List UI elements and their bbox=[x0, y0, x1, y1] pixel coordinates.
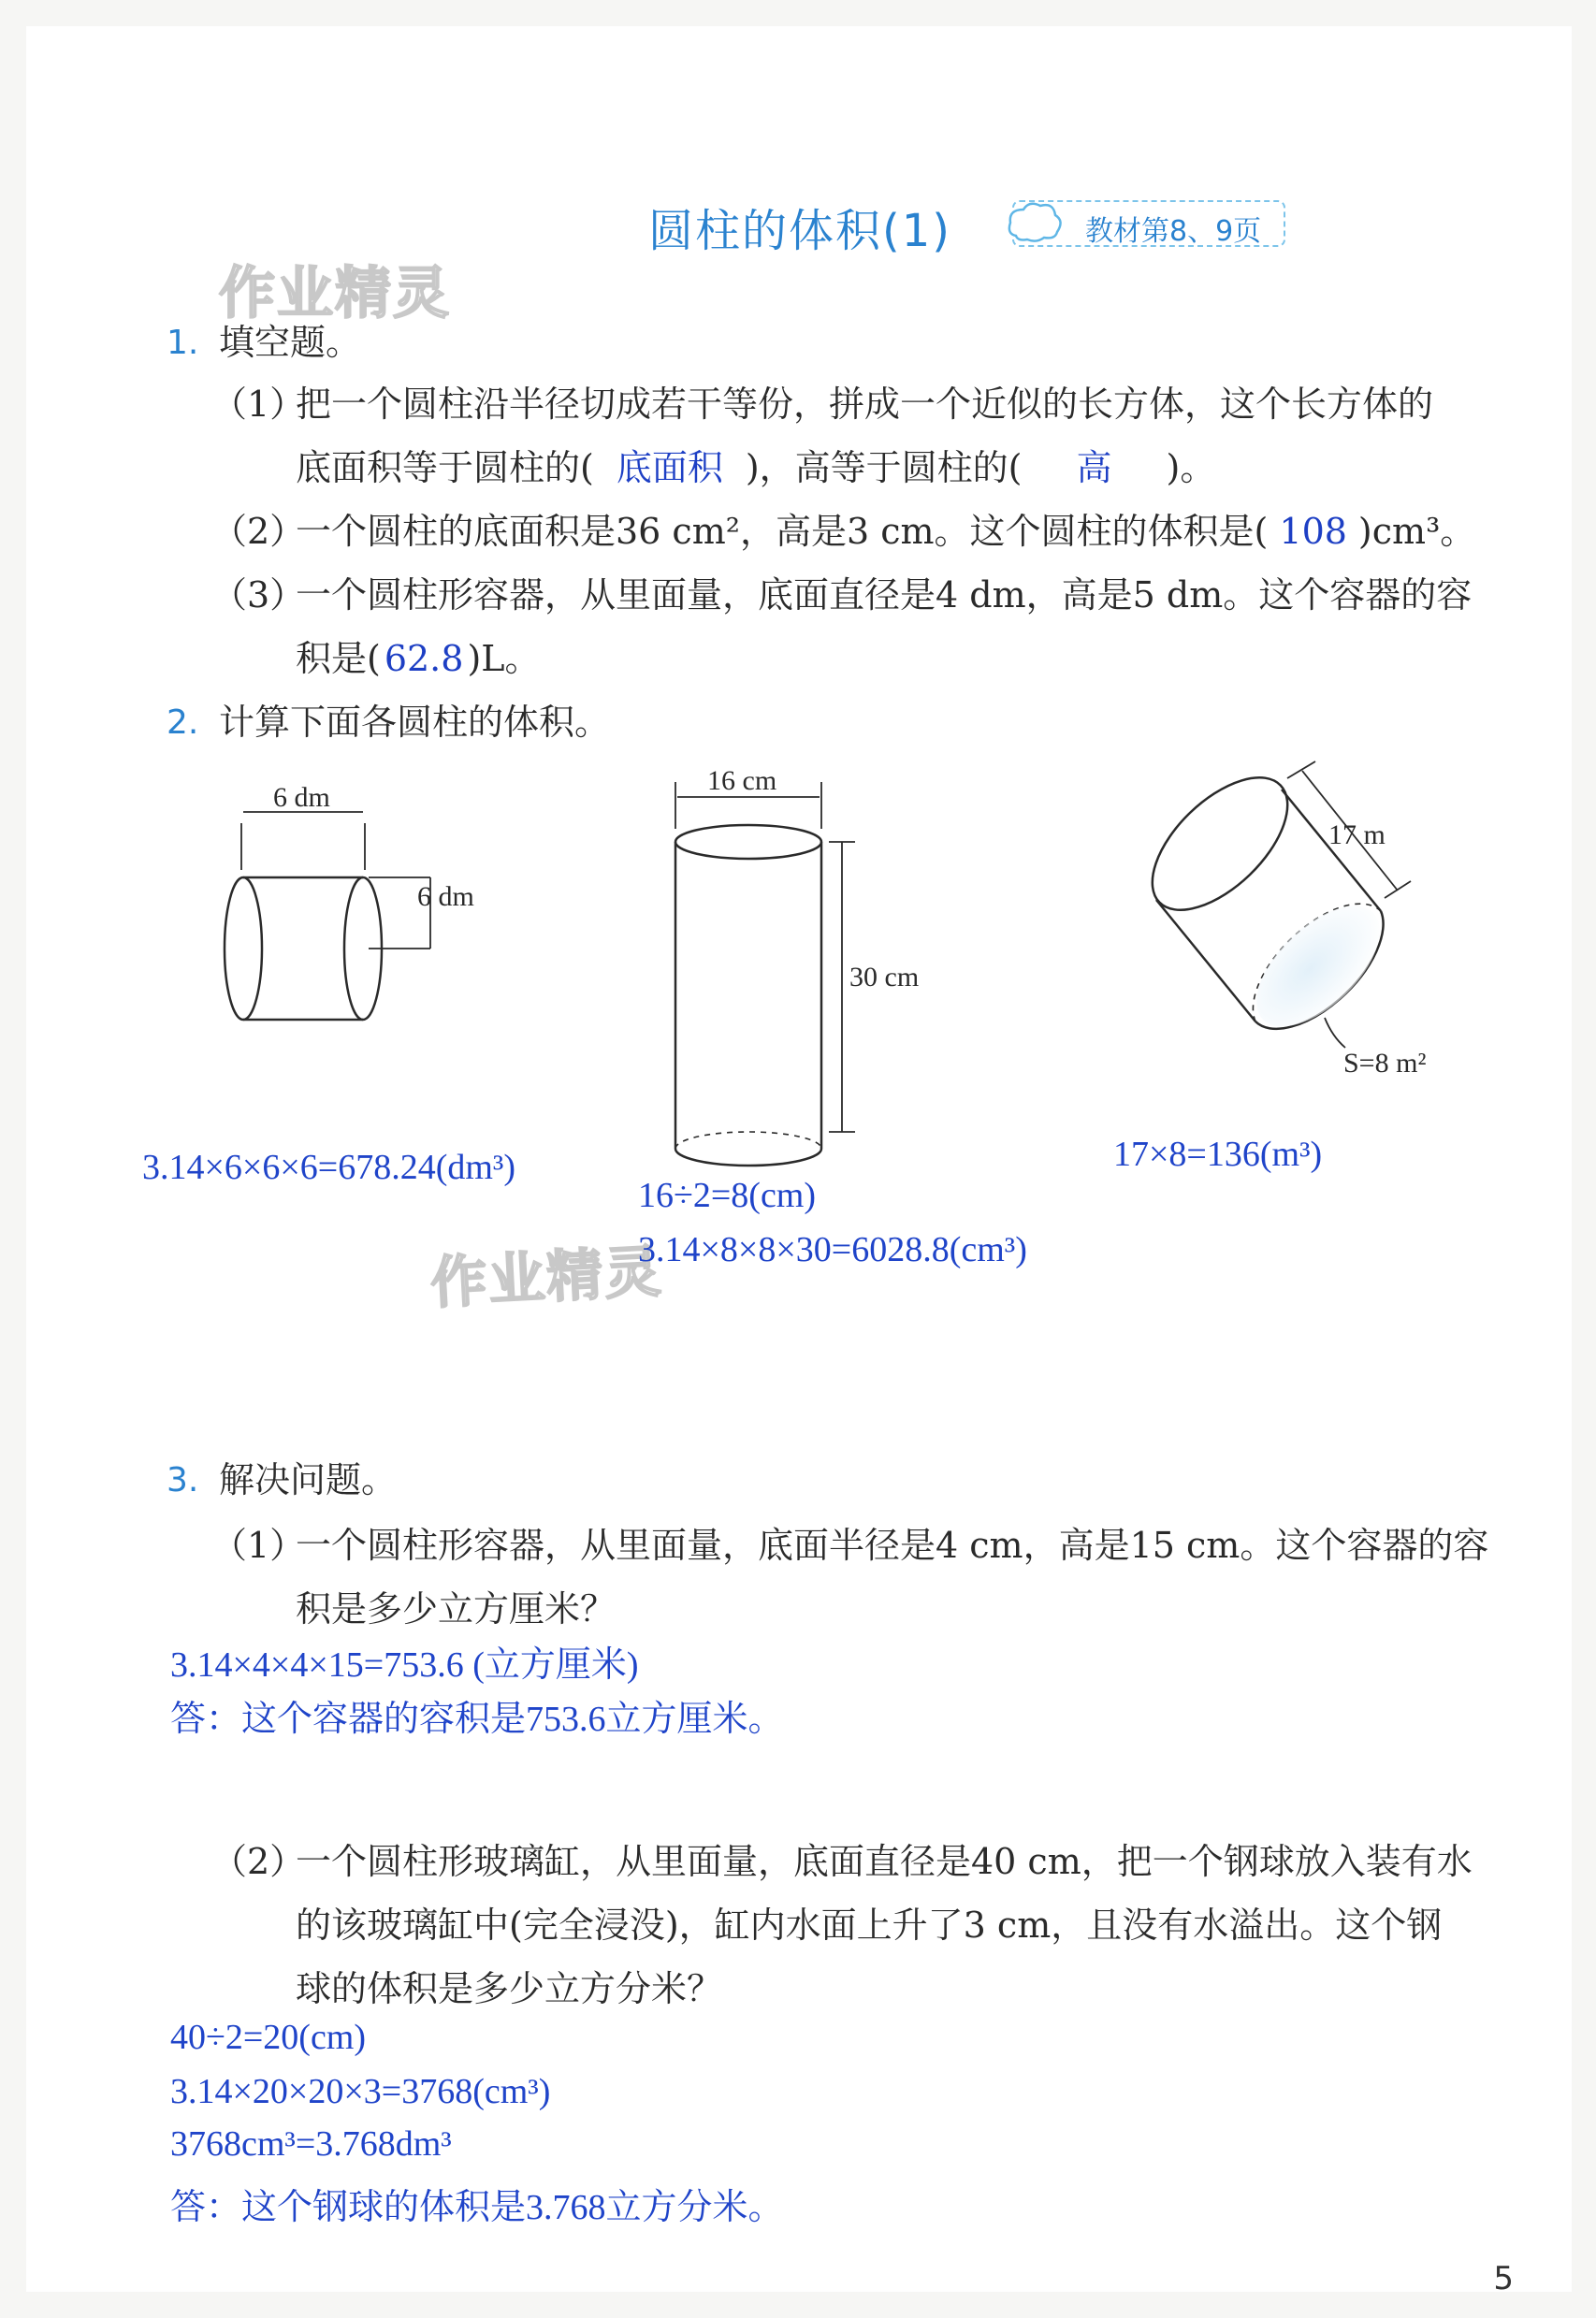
q3-part2-answer-3: 3768cm³=3.768dm³ bbox=[170, 2124, 452, 2164]
fig3-area-label: S=8 m² bbox=[1343, 1048, 1427, 1079]
q3-part2-answer-2: 3.14×20×20×3=3768(cm³) bbox=[170, 2072, 551, 2111]
textbook-ref: 教材第8、9页 bbox=[1085, 215, 1262, 248]
fig2-height-label: 30 cm bbox=[849, 962, 920, 992]
q1-part3-line1: 一个圆柱形容器，从里面量，底面直径是4 dm，高是5 dm。这个容器的容 bbox=[296, 574, 1473, 616]
q1-part3-line2: 积是( 62.8 )L。 bbox=[296, 638, 541, 679]
q1-part1-label: （1） bbox=[211, 384, 306, 425]
q3-part1-answer-1: 3.14×4×4×15=753.6 (立方厘米) bbox=[170, 1645, 639, 1685]
q1-part1-line2: 底面积等于圆柱的( 底面积 )，高等于圆柱的( 高 )。 bbox=[296, 447, 1216, 488]
q1-part1-answer-2: 高 bbox=[1076, 447, 1112, 488]
q1-part2-label: （2） bbox=[211, 511, 306, 552]
q3-part1-line2: 积是多少立方厘米？ bbox=[296, 1588, 617, 1630]
fig2-answer-1: 16÷2=8(cm) bbox=[638, 1176, 817, 1215]
question-1-number: 1. bbox=[167, 324, 199, 362]
cloud-icon bbox=[1003, 198, 1065, 251]
question-2-heading: 计算下面各圆柱的体积。 bbox=[219, 702, 611, 743]
fig1-answer: 3.14×6×6×6=678.24(dm³) bbox=[142, 1148, 515, 1187]
q3-part1-answer-2: 答：这个容器的容积是753.6立方厘米。 bbox=[170, 1700, 784, 1739]
q3-part2-answer-1: 40÷2=20(cm) bbox=[170, 2018, 367, 2057]
fig2-diameter-label: 16 cm bbox=[707, 765, 777, 796]
q3-part2-label: （2） bbox=[211, 1841, 306, 1882]
q1-part1-answer-1: 底面积 bbox=[616, 447, 723, 488]
fig2-answer-2: 3.14×8×8×30=6028.8(cm³) bbox=[638, 1230, 1027, 1269]
page-title: 圆柱的体积(1) bbox=[648, 205, 951, 257]
watermark-logo: 作业精灵 bbox=[219, 261, 451, 326]
q1-part3-answer: 62.8 bbox=[384, 638, 464, 679]
q3-part2-line3: 球的体积是多少立方分米？ bbox=[296, 1968, 723, 2009]
q3-part2-answer-4: 答：这个钢球的体积是3.768立方分米。 bbox=[170, 2188, 784, 2227]
question-2-number: 2. bbox=[167, 703, 199, 742]
cylinder-figure-3 bbox=[1104, 758, 1497, 1113]
q3-part2-line2: 的该玻璃缸中(完全浸没)，缸内水面上升了3 cm，且没有水溢出。这个钢 bbox=[296, 1905, 1443, 1946]
fig1-height-label: 6 dm bbox=[417, 881, 474, 912]
fig1-diameter-label: 6 dm bbox=[273, 782, 330, 813]
page-number: 5 bbox=[1493, 2260, 1514, 2297]
q3-part2-line1: 一个圆柱形玻璃缸，从里面量，底面直径是40 cm，把一个钢球放入装有水 bbox=[296, 1841, 1473, 1882]
question-3-heading: 解决问题。 bbox=[219, 1459, 398, 1500]
question-3-number: 3. bbox=[167, 1461, 199, 1499]
watermark-logo: 作业精灵 bbox=[428, 1239, 664, 1317]
q1-part1-line1: 把一个圆柱沿半径切成若干等份，拼成一个近似的长方体，这个长方体的 bbox=[296, 384, 1434, 425]
fig3-height-label: 17 m bbox=[1328, 819, 1386, 850]
question-1-heading: 填空题。 bbox=[219, 322, 362, 363]
q1-part3-label: （3） bbox=[211, 574, 306, 616]
fig3-answer: 17×8=136(m³) bbox=[1113, 1135, 1323, 1174]
q1-part2-line: 一个圆柱的底面积是36 cm²，高是3 cm。这个圆柱的体积是( 108 )cm³。 bbox=[296, 511, 1476, 552]
q1-part2-answer: 108 bbox=[1279, 511, 1347, 552]
q3-part1-line1: 一个圆柱形容器，从里面量，底面半径是4 cm，高是15 cm。这个容器的容 bbox=[296, 1525, 1489, 1566]
q3-part1-label: （1） bbox=[211, 1525, 306, 1566]
cylinder-figure-2 bbox=[655, 756, 954, 1167]
cylinder-figure-1 bbox=[215, 767, 524, 1076]
